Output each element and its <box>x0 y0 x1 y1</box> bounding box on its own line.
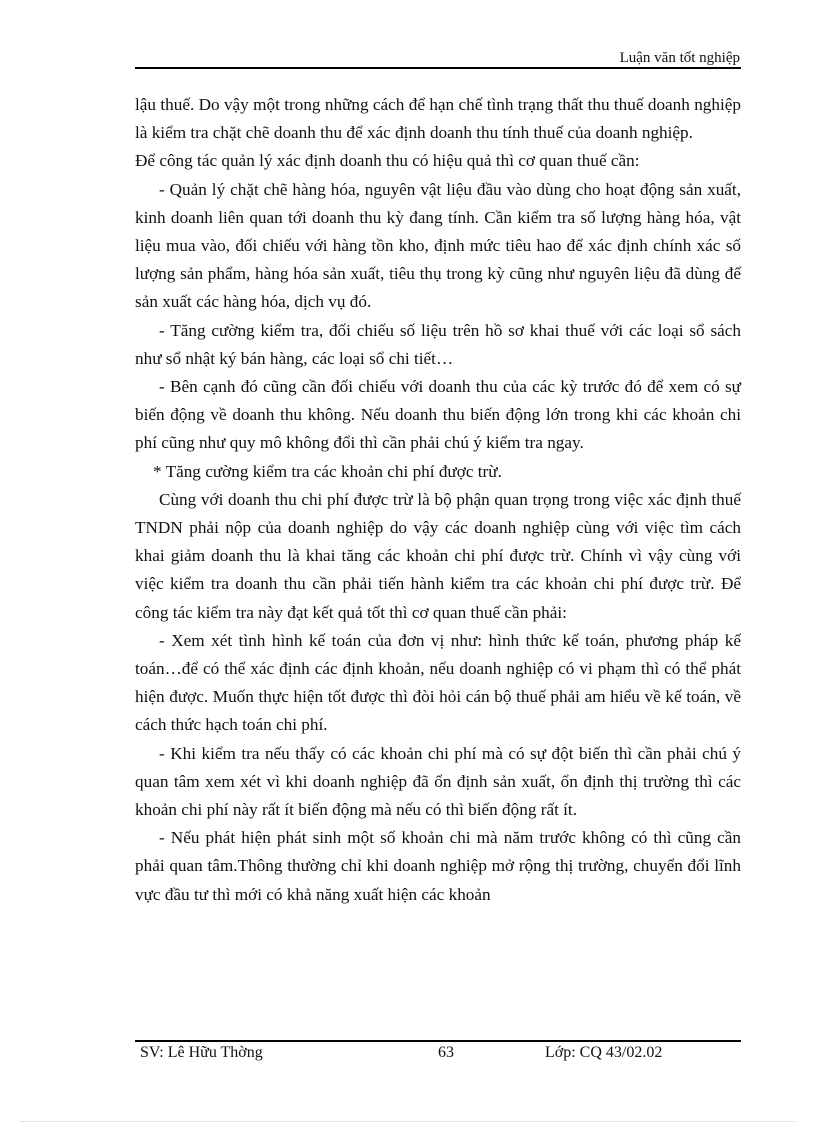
paragraph: Cùng với doanh thu chi phí được trừ là bộ phận quan trọng trong việc xác định thuế TNDN phải nộp của doanh nghiệp do vậy các doanh nghiệp cùng với việc tìm cách khai giảm doanh thu là khai tăng các khoản chi phí được trừ. Chính vì vậy cùng với việc kiểm tra doanh thu cần phải tiến hành kiểm tra các khoản chi phí được trừ. Để công tác kiểm tra này đạt kết quả tốt thì cơ quan thuế cần phải: <box>135 489 741 622</box>
footer-class-code: Lớp: CQ 43/02.02 <box>545 1044 663 1061</box>
footer-page-number: 63 <box>438 1044 454 1061</box>
footer-student-name: SV: Lê Hữu Thờng <box>140 1044 263 1061</box>
bullet-paragraph: - Khi kiểm tra nếu thấy có các khoản chi phí mà có sự đột biến thì cần phải chú ý quan tâm xem xét vì khi doanh nghiệp đã ổn định sản xuất, ổn định thị trường thì các khoản chi phí này rất ít biến động mà nếu có thì biến động rất ít. <box>135 743 741 820</box>
section-heading: * Tăng cường kiểm tra các khoản chi phí được trừ. <box>153 461 502 481</box>
bullet-paragraph: - Xem xét tình hình kế toán của đơn vị như: hình thức kế toán, phương pháp kế toán…để có thể xác định các định khoản, nếu doanh nghiệp có vi phạm thì có thể phát hiện được. Muốn thực hiện tốt được thì đòi hỏi cán bộ thuế phải am hiểu về kế toán, về cách thức hạch toán chi phí. <box>135 630 741 735</box>
paragraph: Để công tác quản lý xác định doanh thu có hiệu quả thì cơ quan thuế cần: <box>135 151 640 171</box>
bullet-paragraph: - Bên cạnh đó cũng cần đối chiếu với doanh thu của các kỳ trước đó để xem có sự biến động về doanh thu không. Nếu doanh thu biến động lớn trong khi các khoản chi phí cũng như quy mô không đổi thì cần phải chú ý kiểm tra ngay. <box>135 377 741 453</box>
bullet-paragraph: - Nếu phát hiện phát sinh một số khoản chi mà năm trước không có thì cũng cần phải quan tâm.Thông thường chỉ khi doanh nghiệp mở rộng thị trường, chuyển đổi lĩnh vực đầu tư thì mới có khả năng xuất hiện các khoản <box>135 828 741 904</box>
paragraph: lậu thuế. Do vậy một trong những cách để hạn chế tình trạng thất thu thuế doanh nghiệp là kiểm tra chặt chẽ doanh thu để xác định doanh thu tính thuế của doanh nghiệp. <box>135 95 741 143</box>
bullet-paragraph: - Quản lý chặt chẽ hàng hóa, nguyên vật liệu đầu vào dùng cho hoạt động sản xuất, kinh doanh liên quan tới doanh thu kỳ đang tính. Cần kiểm tra số lượng hàng hóa, vật liệu mua vào, đối chiếu với hàng tồn kho, định mức tiêu hao để xác định chính xác số lượng sản phẩm, hàng hóa sản xuất, tiêu thụ trong kỳ cũng như nguyên liệu đã dùng để sản xuất các hàng hóa, dịch vụ đó. <box>135 179 741 312</box>
body-text <box>135 91 741 909</box>
header-divider <box>135 67 741 69</box>
page-bottom-border <box>20 1121 796 1122</box>
page-header-title: Luận văn tốt nghiệp <box>619 50 740 66</box>
bullet-paragraph: - Tăng cường kiểm tra, đối chiếu số liệu trên hồ sơ khai thuế với các loại sổ sách như sổ nhật ký bán hàng, các loại sổ chi tiết… <box>135 320 741 368</box>
